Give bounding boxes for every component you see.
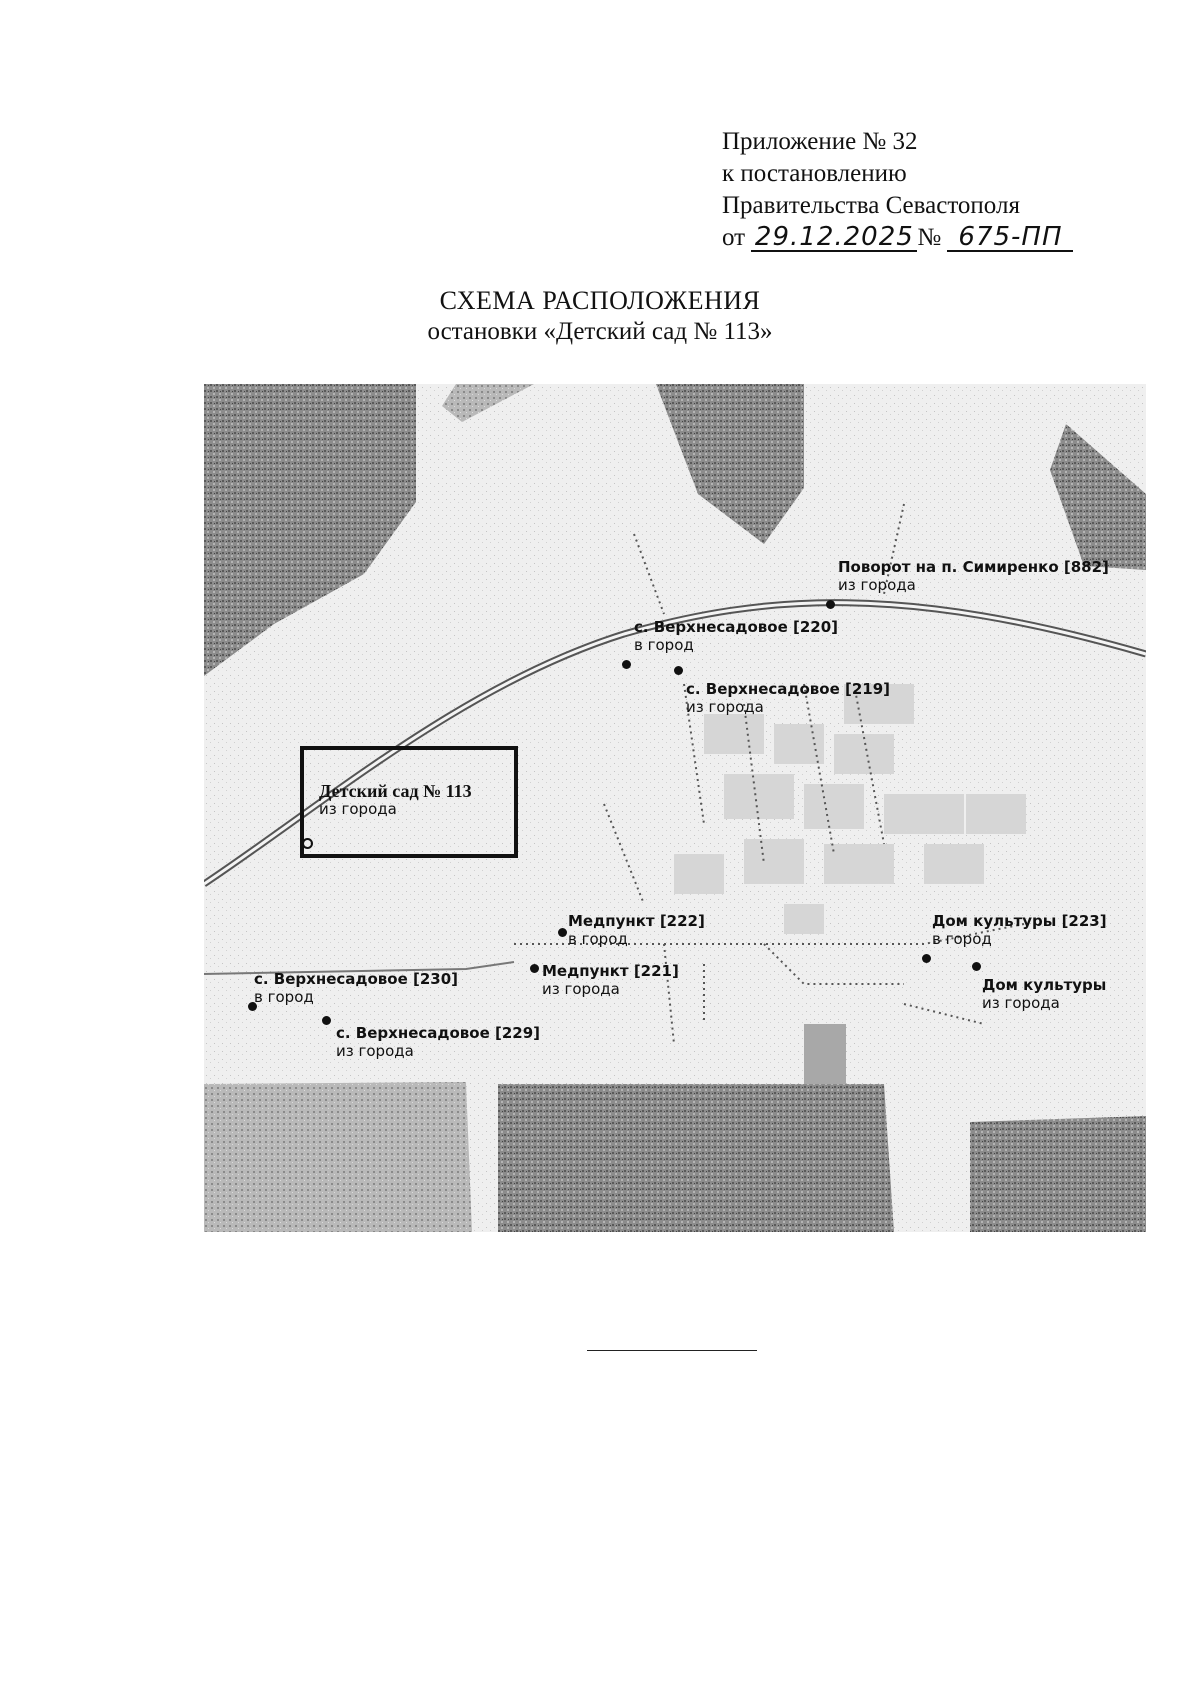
stop-direction: в город xyxy=(634,636,694,654)
scheme-title: СХЕМА РАСПОЛОЖЕНИЯ xyxy=(439,286,761,315)
focus-stop-name: Детский сад № 113 xyxy=(319,781,472,801)
stop-marker-221 xyxy=(530,964,539,973)
focus-stop-label xyxy=(319,782,472,818)
location-map xyxy=(204,384,1146,1232)
stop-label-229 xyxy=(336,1024,540,1060)
stop-marker-220 xyxy=(622,660,631,669)
stop-name: Дом культуры [223] xyxy=(932,912,1107,930)
stop-label-221 xyxy=(542,962,679,998)
focus-stop-marker xyxy=(302,838,313,849)
stop-name: с. Верхнесадовое [219] xyxy=(686,680,891,698)
stop-direction: из города xyxy=(336,1042,414,1060)
stop-name: Дом культуры xyxy=(982,976,1107,994)
stop-direction: из города xyxy=(686,698,764,716)
stop-marker-223 xyxy=(922,954,931,963)
stop-marker-229 xyxy=(322,1016,331,1025)
stop-label-219 xyxy=(686,680,890,716)
stop-label-220 xyxy=(634,618,838,654)
date-field: 29.12.2025 xyxy=(751,224,917,252)
stop-name: Поворот на п. Симиренко [882] xyxy=(838,558,1109,576)
stop-direction: в город xyxy=(254,988,314,1006)
appendix-date-line xyxy=(722,222,1102,254)
closing-rule xyxy=(587,1350,757,1351)
stop-marker-219 xyxy=(674,666,683,675)
stop-label-222 xyxy=(568,912,705,948)
appendix-line-1: Приложение № 32 xyxy=(722,128,918,155)
stop-name: Медпункт [222] xyxy=(568,912,705,930)
scheme-subtitle: остановки «Детский сад № 113» xyxy=(427,318,773,345)
stop-label-dk xyxy=(982,976,1106,1012)
stop-direction: из города xyxy=(982,994,1060,1012)
building-block xyxy=(804,1024,846,1084)
stop-direction: из города xyxy=(542,980,620,998)
stop-label-230 xyxy=(254,970,458,1006)
stop-name: с. Верхнесадовое [230] xyxy=(254,970,459,988)
stop-name: Медпункт [221] xyxy=(542,962,679,980)
stop-direction: в город xyxy=(568,930,628,948)
focus-stop-direction: из города xyxy=(319,800,397,818)
appendix-line-3: Правительства Севастополя xyxy=(722,192,1020,219)
stop-marker-882 xyxy=(826,600,835,609)
date-prefix: от xyxy=(722,224,746,251)
number-sign: № xyxy=(917,224,942,251)
number-field: 675-ПП xyxy=(947,224,1073,252)
forest-area-s xyxy=(498,1084,894,1232)
stop-direction: из города xyxy=(838,576,916,594)
stop-name: с. Верхнесадовое [220] xyxy=(634,618,839,636)
appendix-line-2: к постановлению xyxy=(722,160,907,187)
forest-area-se xyxy=(970,1116,1146,1232)
stop-direction: в город xyxy=(932,930,992,948)
stop-label-223 xyxy=(932,912,1107,948)
stop-label-882 xyxy=(838,558,1109,594)
stop-marker-222 xyxy=(558,928,567,937)
forest-area-sw xyxy=(204,1082,472,1232)
stop-name: с. Верхнесадовое [229] xyxy=(336,1024,541,1042)
stop-marker-dk xyxy=(972,962,981,971)
appendix-header xyxy=(722,126,1102,254)
